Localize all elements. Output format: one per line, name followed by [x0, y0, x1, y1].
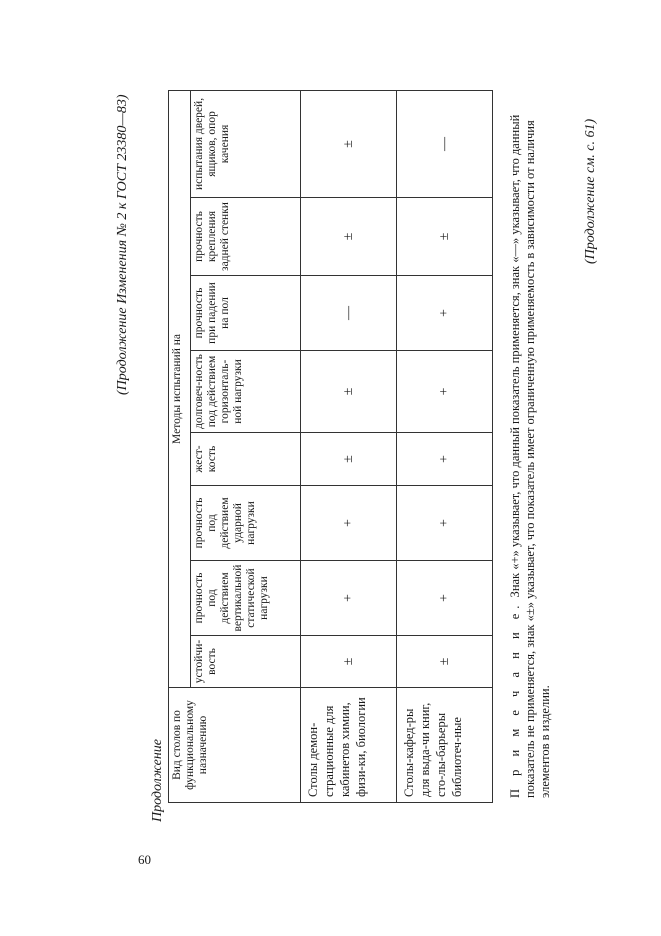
- continuation-footer: (Продолжение см. с. 61): [583, 118, 598, 264]
- table-header-cell: прочность под действием ударной нагрузки: [191, 486, 301, 561]
- table-cell: +: [397, 486, 493, 561]
- note-text: Знак «+» указывает, что данный показатель применяется, знак «—» указывает, что данный показатель не применяется, знак «±» указывает, что показатель имеет ограниченную применяемость в зависимости от наличия элементов в изделии.: [508, 114, 552, 798]
- table-header-cell: устойчи-вость: [191, 636, 301, 688]
- table-cell: +: [301, 486, 397, 561]
- table-row: [301, 90, 397, 802]
- table-group-header: Методы испытаний на: [169, 90, 191, 687]
- page-number: 60: [138, 852, 151, 867]
- table-row-name: Столы-кафед-ры для выда-чи книг, сто-лы-барьеры библиотеч-ные: [397, 688, 493, 803]
- table-header-cell: долговеч-ность под действием горизонталь-ной нагрузки: [191, 351, 301, 433]
- continuation-label: Продолжение: [150, 739, 165, 822]
- table-header-cell: жест-кость: [191, 433, 301, 486]
- table-header-cell: прочность при падении на пол: [191, 276, 301, 351]
- table-header-cell: прочность крепления задней стенки: [191, 198, 301, 276]
- table-note: [508, 100, 553, 798]
- table-cell: ±: [301, 198, 397, 276]
- table-cell: +: [397, 561, 493, 636]
- table-cell: +: [301, 561, 397, 636]
- table-row: [397, 90, 493, 802]
- table-cell: ±: [397, 198, 493, 276]
- table-cell: —: [397, 90, 493, 197]
- table-cell: —: [301, 276, 397, 351]
- table-cell: ±: [301, 433, 397, 486]
- table-group-header-row: [169, 90, 191, 802]
- table-cell: ±: [397, 636, 493, 688]
- note-label: П р и м е ч а н и е.: [508, 600, 522, 798]
- running-header: (Продолжение Изменения № 2 к ГОСТ 23380—83): [115, 94, 130, 395]
- table-cell: +: [397, 433, 493, 486]
- table-cell: ±: [301, 636, 397, 688]
- table-col0-header: Вид столов по функциональному назначению: [169, 688, 301, 803]
- table-header-cell: прочность под действием вертикальной статической нагрузки: [191, 561, 301, 636]
- test-methods-table-wrapper: [168, 91, 493, 803]
- table-cell: ±: [301, 90, 397, 197]
- table-row-name: Столы демон-страционные для кабинетов химии, физи-ки, биологии: [301, 688, 397, 803]
- test-methods-table: [168, 90, 493, 803]
- table-cell: +: [397, 276, 493, 351]
- table-cell: +: [397, 351, 493, 433]
- table-cell: ±: [301, 351, 397, 433]
- table-header-cell: испытания дверей, ящиков, опор качения: [191, 90, 301, 197]
